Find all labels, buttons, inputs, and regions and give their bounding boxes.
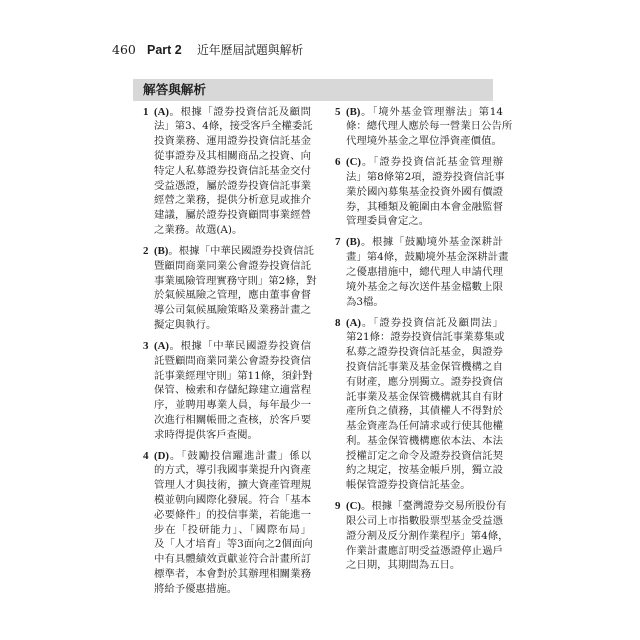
answer-number: 7 bbox=[335, 236, 341, 249]
answer-text-segment: 。「證券投資信託及顧問法」 bbox=[361, 316, 503, 329]
answer-text-line: 境外基金之每次送件基金檔數上限 bbox=[346, 280, 503, 293]
answer-text-line: 受益憑證，屬於證券投資信託事業 bbox=[154, 179, 311, 192]
answer-text-line: 及「人才培育」等3面向之2個面向 bbox=[154, 538, 313, 551]
answer-text-line: 有財產，應分別獨立。證券投資信 bbox=[346, 375, 503, 388]
answer-number: 9 bbox=[335, 500, 341, 513]
answer-text-line bbox=[154, 105, 311, 120]
answer-text-line: 業於國內募集基金投資外國有價證 bbox=[346, 185, 503, 198]
section-header-bar bbox=[133, 79, 493, 101]
answer-text-line: 法」第8條第2項，證券投資信託事 bbox=[346, 170, 505, 183]
answer-text-line: 特定人私募證券投資信託基金交付 bbox=[154, 164, 311, 177]
answer-text-line: 導公司氣候風險策略及業務計畫之 bbox=[154, 304, 311, 317]
answer-text-line bbox=[346, 235, 503, 250]
answer-item-4 bbox=[143, 449, 315, 597]
answer-text bbox=[346, 105, 513, 149]
answer-number: 2 bbox=[143, 244, 149, 257]
answer-text-segment: 。根據「中華民國證券投資信託 bbox=[168, 244, 314, 257]
answer-text-line: 之日期，其期間為五日。 bbox=[346, 559, 461, 572]
answer-text-line: 限公司上市指數股票型基金受益憑 bbox=[346, 515, 503, 528]
answer-item-7 bbox=[335, 235, 507, 309]
answer-text-line bbox=[154, 244, 314, 259]
answer-text-line bbox=[346, 105, 503, 120]
answer-text-line: 投資業務、運用證券投資信託基金 bbox=[154, 135, 311, 148]
answer-text-line: 利。基金保管機構應依本法、本法 bbox=[346, 434, 503, 447]
answer-text-line: 條：總代理人應於每一營業日公告所 bbox=[346, 120, 513, 133]
answer-item-6 bbox=[335, 155, 507, 229]
answer-text-line: 必要條件」的投信事業，若能進一 bbox=[154, 508, 311, 521]
answer-text bbox=[346, 316, 503, 494]
answer-text-line: 中有具體績效貢獻並符合計畫所訂 bbox=[154, 553, 311, 566]
answer-choice: (C) bbox=[346, 156, 361, 169]
answer-text-line: 序，並聘用專業人員，每年最少一 bbox=[154, 399, 311, 412]
answer-choice: (B) bbox=[154, 244, 169, 257]
right-column bbox=[335, 105, 513, 574]
answer-text-line: 代理境外基金之單位淨資產價值。 bbox=[346, 135, 502, 148]
answer-item-3 bbox=[143, 339, 315, 443]
answer-choice: (D) bbox=[154, 449, 169, 462]
chapter-title: 近年歷屆試題與解析 bbox=[197, 43, 304, 57]
answer-text-line: 畫」第4條，鼓勵境外基金深耕計畫 bbox=[346, 251, 509, 264]
answer-text-line: 為3檔。 bbox=[346, 295, 384, 308]
answer-choice: (B) bbox=[346, 105, 361, 118]
answer-text-line bbox=[346, 316, 503, 331]
answer-text bbox=[154, 105, 311, 238]
answer-number: 1 bbox=[143, 105, 149, 118]
answer-text-segment: 。根據「鼓勵境外基金深耕計 bbox=[360, 236, 503, 249]
answer-text-line: 求時得提供客戶查閱。 bbox=[154, 428, 258, 441]
answer-item-9 bbox=[335, 499, 507, 573]
left-column bbox=[143, 105, 315, 597]
answer-text-line: 模並朝向國際化發展。符合「基本 bbox=[154, 494, 311, 507]
answer-text-line: 帳保管證券投資信託基金。 bbox=[346, 479, 471, 492]
answer-text-line: 從事證券及其相關商品之投資、向 bbox=[154, 149, 311, 162]
answer-text-line: 擬定與執行。 bbox=[154, 318, 217, 331]
answer-text-segment: 。「鼓勵投信躍進計畫」係以 bbox=[169, 449, 311, 462]
answer-text-line: 作業計畫應訂明受益憑證停止過戶 bbox=[346, 544, 503, 557]
answer-number: 8 bbox=[335, 316, 341, 329]
answer-text-line: 建議，屬於證券投資顧問事業經營 bbox=[154, 209, 311, 222]
answer-text-segment: 。根據「中華民國證券投資信 bbox=[169, 339, 311, 352]
answer-text-line: 託事業及基金保管機構就其自有財 bbox=[346, 390, 503, 403]
answer-text-line: 證分割及反分割作業程序」第4條， bbox=[346, 529, 509, 542]
answer-text-line: 保管、檢索和存儲紀錄建立適當程 bbox=[154, 384, 311, 397]
answer-text-line: 標準者，本會對於其辦理相關業務 bbox=[154, 568, 311, 581]
answer-choice: (B) bbox=[346, 236, 361, 249]
answer-text-line: 於氣候風險之管理，應由董事會督 bbox=[154, 289, 311, 302]
answer-text-line: 的方式，導引我國事業提升內資產 bbox=[154, 464, 311, 477]
answer-text bbox=[154, 449, 311, 597]
answer-number: 5 bbox=[335, 105, 341, 118]
answer-text-line bbox=[346, 499, 507, 514]
answer-number: 6 bbox=[335, 156, 341, 169]
answer-text-line: 產所負之債務，其債權人不得對於 bbox=[346, 405, 503, 418]
answer-item-5 bbox=[335, 105, 513, 149]
answer-text-line: 法」第3、4條，接受客戶全權委託 bbox=[154, 120, 313, 133]
answer-text-line: 管理人才與技術，擴大資產管理規 bbox=[154, 479, 311, 492]
page-number: 460 bbox=[112, 42, 136, 57]
answer-text-line: 私募之證券投資信託基金，與證券 bbox=[346, 346, 503, 359]
answer-text bbox=[154, 339, 311, 443]
answer-text-line: 約之規定，按基金帳戶別，獨立設 bbox=[346, 464, 503, 477]
answer-text-line: 將給予優惠措施。 bbox=[154, 582, 238, 595]
answer-text-line: 暨顧問商業同業公會證券投資信託 bbox=[154, 259, 311, 272]
answer-item-2 bbox=[143, 244, 315, 333]
answer-text-line: 基金資產為任何請求或行使其他權 bbox=[346, 420, 503, 433]
answer-text-line bbox=[154, 449, 311, 464]
answer-text-line: 事業風險管理實務守則」第2條，對 bbox=[154, 274, 317, 287]
answer-text-line: 投資信託事業及基金保管機構之自 bbox=[346, 360, 503, 373]
answer-text-line: 授權訂定之命令及證券投資信託契 bbox=[346, 449, 503, 462]
answer-text-line: 第21條：證券投資信託事業募集或 bbox=[346, 331, 505, 344]
answer-number: 4 bbox=[143, 449, 149, 462]
answer-choice: (A) bbox=[154, 339, 169, 352]
answer-text-line: 次進行相關帳冊之查核，於客戶要 bbox=[154, 413, 311, 426]
answer-text-line: 券，其種類及範圍由本會金融監督 bbox=[346, 200, 503, 213]
answer-text-line bbox=[346, 155, 503, 170]
answer-number: 3 bbox=[143, 339, 149, 352]
answer-text-segment: 。「境外基金管理辦法」第14 bbox=[360, 105, 503, 118]
answer-choice: (C) bbox=[346, 500, 361, 513]
answer-choice: (A) bbox=[154, 105, 169, 118]
answer-text bbox=[346, 235, 509, 309]
answer-text-line: 之優惠措施中，總代理人申請代理 bbox=[346, 265, 503, 278]
answer-text-line: 經營之業務，提供分析意見或推介 bbox=[154, 194, 311, 207]
answer-text-line bbox=[154, 339, 311, 354]
answer-text-line: 託暨顧問商業同業公會證券投資信 bbox=[154, 354, 311, 367]
answer-text-line: 管理委員會定之。 bbox=[346, 215, 430, 228]
answer-text bbox=[346, 155, 503, 229]
answer-text-line: 之業務。故選(A)。 bbox=[154, 223, 243, 236]
answer-item-8 bbox=[335, 316, 507, 494]
answer-text-segment: 。「證券投資信託基金管理辦 bbox=[361, 156, 503, 169]
answer-text-line: 託事業經理守則」第11條，須針對 bbox=[154, 369, 313, 382]
answer-text-segment: 。根據「臺灣證券交易所股份有 bbox=[361, 500, 507, 513]
answer-item-1 bbox=[143, 105, 315, 238]
answer-choice: (A) bbox=[346, 316, 361, 329]
part-label: Part 2 bbox=[147, 43, 182, 57]
answer-text bbox=[346, 499, 509, 573]
section-title: 解答與解析 bbox=[143, 82, 206, 97]
answer-text-segment: 。根據「證券投資信託及顧問 bbox=[169, 105, 311, 118]
answer-text-line: 步在「投研能力」、「國際布局」 bbox=[154, 523, 311, 536]
answer-text bbox=[154, 244, 317, 333]
